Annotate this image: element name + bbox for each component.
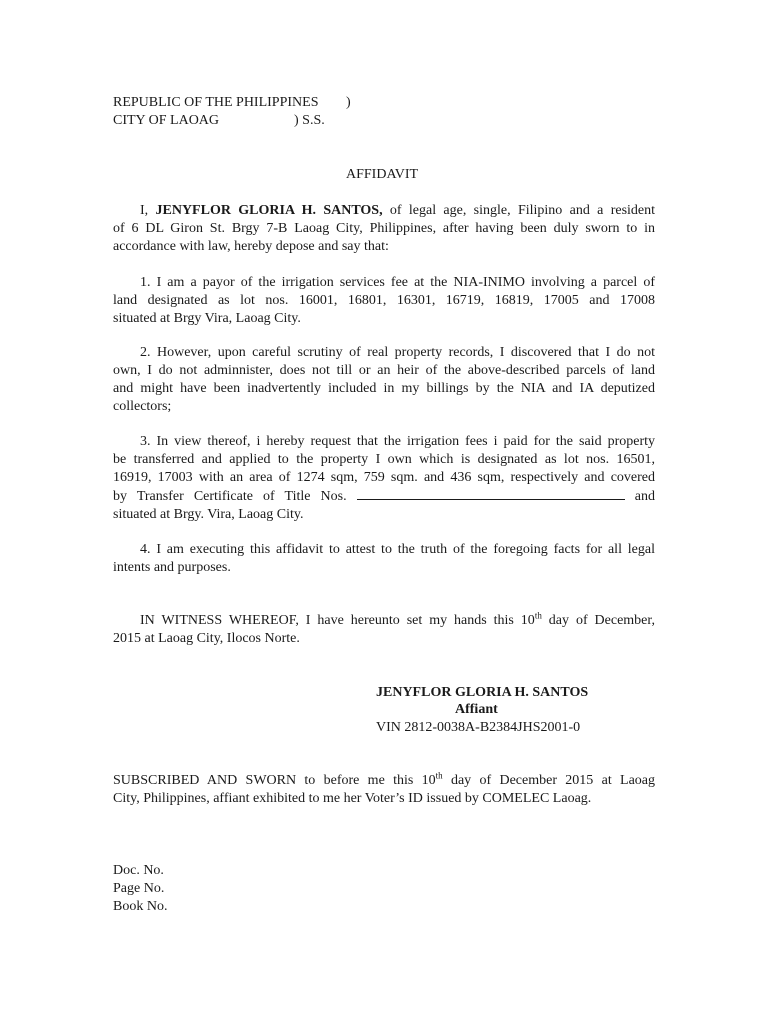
item-3-paragraph: [113, 433, 655, 524]
document-title: AFFIDAVIT: [346, 167, 419, 182]
header-ss: ) S.S.: [294, 113, 325, 128]
item-2-line-4: collectors;: [113, 399, 172, 414]
subscribed-paragraph: [113, 772, 655, 808]
witness-line-1: IN WITNESS WHEREOF, I have hereunto set my hands this 10th day of December,: [140, 610, 656, 628]
affiant-role: Affiant: [455, 702, 498, 717]
item-1-paragraph: [113, 274, 655, 328]
witness-line-2: 2015 at Laoag City, Ilocos Norte.: [113, 631, 300, 646]
title-number-blank: [357, 487, 625, 500]
item-4-paragraph: [113, 541, 655, 577]
item-3-line-5: situated at Brgy. Vira, Laoag City.: [113, 507, 304, 522]
header-city: CITY OF LAOAG: [113, 113, 220, 128]
intro-line-3: accordance with law, hereby depose and say that:: [113, 239, 389, 254]
item-1-line-2: land designated as lot nos. 16001, 16801, 16301, 16719, 16819, 17005 and 17008: [113, 293, 655, 308]
item-4-line-2: intents and purposes.: [113, 560, 231, 575]
item-1-line-3: situated at Brgy Vira, Laoag City.: [113, 311, 301, 326]
intro-paragraph: [113, 202, 655, 256]
header-paren: ): [346, 95, 351, 110]
header-republic: REPUBLIC OF THE PHILIPPINES: [113, 95, 319, 110]
item-4-line-1: 4. I am executing this affidavit to attest to the truth of the foregoing facts for all legal: [140, 542, 655, 557]
affiant-vin: VIN 2812-0038A-B2384JHS2001-0: [376, 720, 581, 735]
affiant-name: JENYFLOR GLORIA H. SANTOS: [376, 685, 589, 700]
item-3-line-3: 16919, 17003 with an area of 1274 sqm, 759 sqm. and 436 sqm, respectively and covered: [113, 470, 655, 485]
item-2-line-1: 2. However, upon careful scrutiny of real property records, I discovered that I do not: [140, 345, 655, 360]
doc-no: Doc. No.: [113, 863, 164, 878]
subscribed-line-1: SUBSCRIBED AND SWORN to before me this 10th day of December 2015 at Laoag: [113, 770, 656, 788]
item-3-line-1: 3. In view thereof, i hereby request that the irrigation fees i paid for the said property: [140, 434, 655, 449]
intro-prefix: I,: [140, 203, 149, 218]
intro-line-1: [113, 202, 655, 220]
page-no: Page No.: [113, 881, 165, 896]
book-no: Book No.: [113, 899, 168, 914]
intro-line-2: of 6 DL Giron St. Brgy 7-B Laoag City, Philippines, after having been duly sworn to in: [113, 221, 655, 236]
subscribed-sup: th: [435, 770, 443, 781]
witness-sup: th: [534, 610, 542, 621]
item-3-line-2: be transferred and applied to the property I own which is designated as lot nos. 16501,: [113, 452, 655, 467]
item-2-line-2: own, I do not adminnister, does not till or an heir of the above-described parcels of land: [113, 363, 655, 378]
item-2-paragraph: [113, 344, 655, 416]
item-1-line-1: 1. I am a payor of the irrigation services fee at the NIA-INIMO involving a parcel of: [140, 275, 655, 290]
affiant-name-inline: JENYFLOR GLORIA H. SANTOS,: [155, 203, 383, 218]
intro-line-1-rest: of legal age, single, Filipino and a resident: [389, 203, 656, 218]
item-3-line-4: by Transfer Certificate of Title Nos. and: [113, 489, 656, 504]
item-2-line-3: and might have been inadvertently included in my billings by the NIA and IA deputized: [113, 381, 655, 396]
subscribed-line-2: City, Philippines, affiant exhibited to me her Voter’s ID issued by COMELEC Laoag.: [113, 791, 592, 806]
witness-paragraph: [113, 612, 655, 648]
